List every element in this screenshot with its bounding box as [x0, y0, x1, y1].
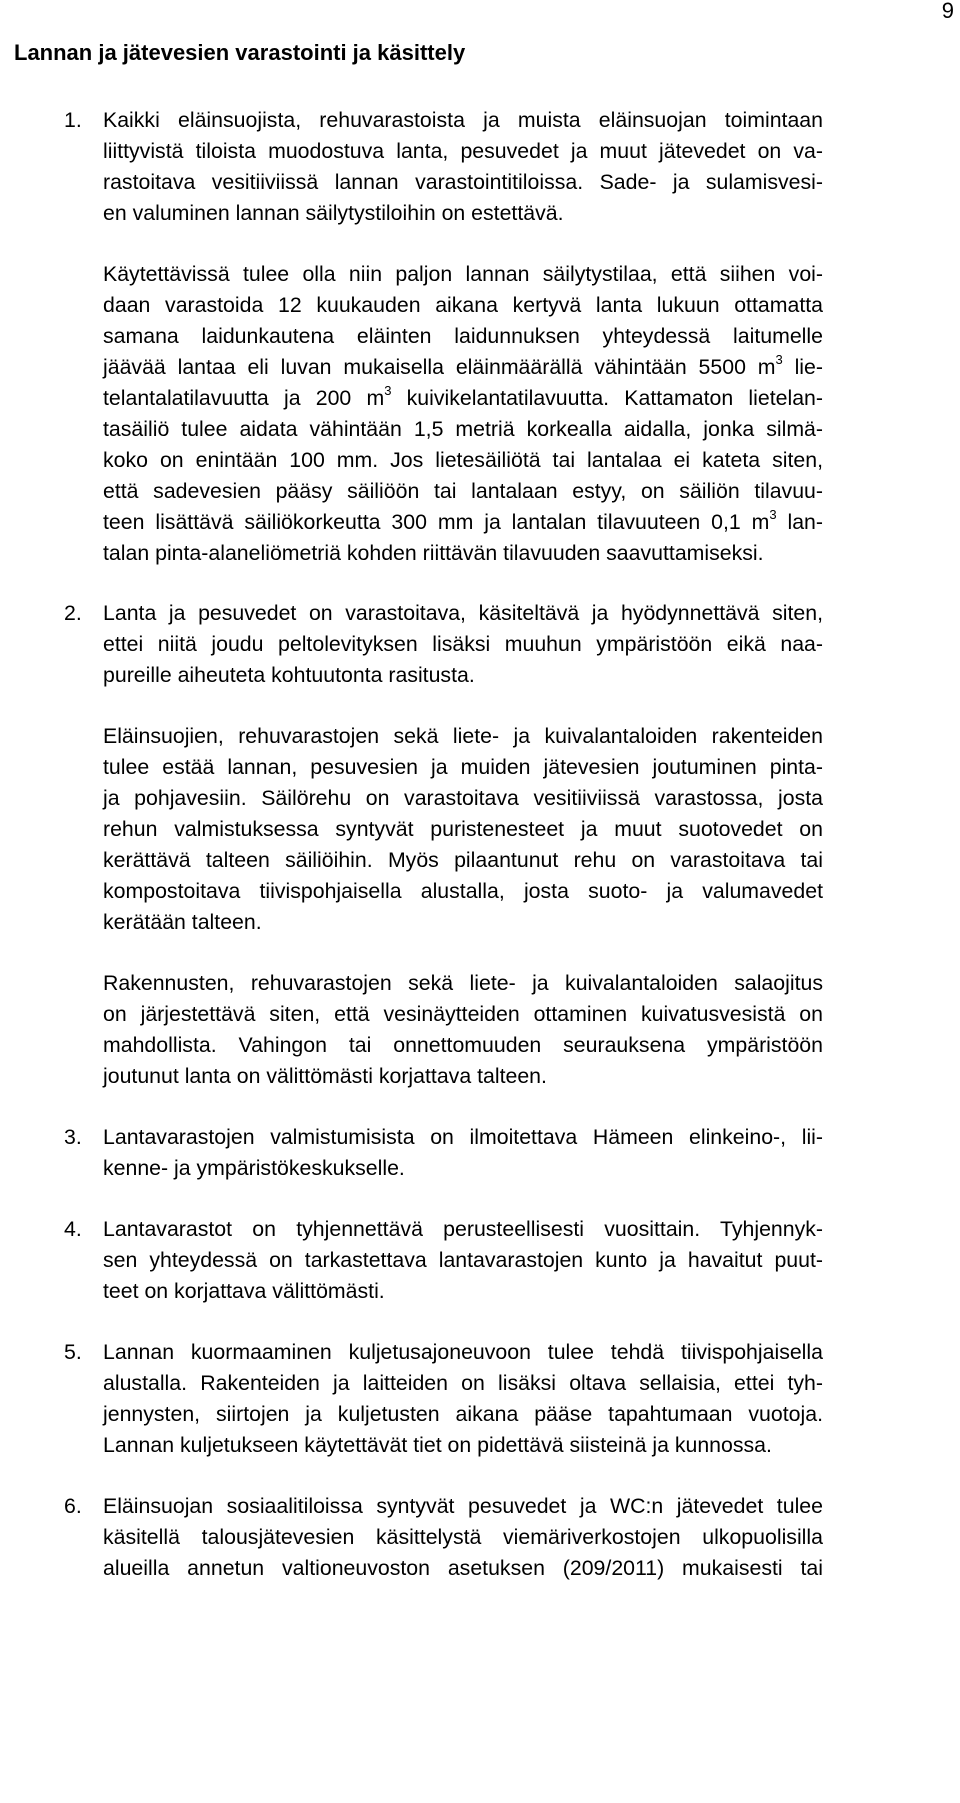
text-line: talan pinta-alaneliömetriä kohden riittävän tilavuuden saavuttamiseksi. [103, 541, 764, 565]
text-line: Lantavarastot on tyhjennettävä perusteellisesti vuosittain. Tyhjennyk- [103, 1217, 823, 1241]
list-number-1: 1. [64, 108, 82, 132]
text-line: en valuminen lannan säilytystiloihin on estettävä. [103, 201, 564, 225]
text-line: kompostoitava tiivispohjaisella alustalla, josta suoto- ja valumavedet [103, 879, 823, 903]
text-segment: telantalatilavuutta ja 200 m [103, 386, 385, 410]
text-line: ja pohjavesiin. Säilörehu on varastoitava vesitiiviissä varastossa, josta [103, 786, 823, 810]
list-number-3: 3. [64, 1125, 82, 1149]
text-segment: kuivikelantatilavuutta. Kattamaton lietelan- [391, 386, 823, 410]
text-line: ettei niitä joudu peltolevityksen lisäksi muuhun ympäristöön eikä naa- [103, 632, 823, 656]
text-line: samana laidunkautena eläinten laidunnuksen yhteydessä laitumelle [103, 324, 823, 348]
text-line: Lanta ja pesuvedet on varastoitava, käsiteltävä ja hyödynnettävä siten, [103, 601, 823, 625]
list-number-2: 2. [64, 601, 82, 625]
text-line: kerättävä talteen säiliöihin. Myös pilaantunut rehu on varastoitava tai [103, 848, 823, 872]
text-line [103, 381, 823, 415]
superscript: 3 [769, 506, 777, 522]
text-line: Eläinsuojien, rehuvarastojen sekä liete- ja kuivalantaloiden rakenteiden [103, 724, 823, 748]
text-segment: teen lisättävä säiliökorkeutta 300 mm ja lantalan tilavuuteen 0,1 m [103, 510, 770, 534]
superscript: 3 [384, 382, 392, 398]
text-line: tasäiliö tulee aidata vähintään 1,5 metriä korkealla aidalla, jonka silmä- [103, 417, 823, 441]
text-line: alustalla. Rakenteiden ja laitteiden on lisäksi oltava sellaisia, ettei tyh- [103, 1371, 823, 1395]
text-line: kerätään talteen. [103, 910, 262, 934]
text-line: joutunut lanta on välittömästi korjattava talteen. [103, 1064, 547, 1088]
text-line: liittyvistä tiloista muodostuva lanta, pesuvedet ja muut jätevedet on va- [103, 139, 823, 163]
text-line: rehun valmistuksessa syntyvät puristenesteet ja muut suotovedet on [103, 817, 823, 841]
text-line: Käytettävissä tulee olla niin paljon lannan säilytystilaa, että siihen voi- [103, 262, 823, 286]
text-line: on järjestettävä siten, että vesinäytteiden ottaminen kuivatusvesistä on [103, 1002, 823, 1026]
text-line: sen yhteydessä on tarkastettava lantavarastojen kunto ja havaitut puut- [103, 1248, 823, 1272]
text-line: että sadevesien pääsy säiliöön tai lantalaan estyy, on säiliön tilavuu- [103, 479, 823, 503]
text-line: daan varastoida 12 kuukauden aikana kertyvä lanta lukuun ottamatta [103, 293, 823, 317]
text-line: Lannan kuormaaminen kuljetusajoneuvoon tulee tehdä tiivispohjaisella [103, 1340, 823, 1364]
text-line [103, 505, 823, 539]
page-number: 9 [941, 0, 954, 23]
text-line: teet on korjattava välittömästi. [103, 1279, 385, 1303]
text-line: Lantavarastojen valmistumisista on ilmoitettava Hämeen elinkeino-, lii- [103, 1125, 823, 1149]
text-line: pureille aiheuteta kohtuutonta rasitusta. [103, 663, 475, 687]
text-line: tulee estää lannan, pesuvesien ja muiden jätevesien joutuminen pinta- [103, 755, 823, 779]
text-segment: lie- [782, 355, 823, 379]
section-heading: Lannan ja jätevesien varastointi ja käsittely [14, 40, 466, 65]
text-line: kenne- ja ympäristökeskukselle. [103, 1156, 405, 1180]
text-line: Eläinsuojan sosiaalitiloissa syntyvät pesuvedet ja WC:n jätevedet tulee [103, 1494, 823, 1518]
text-line: käsitellä talousjätevesien käsittelystä viemäriverkostojen ulkopuolisilla [103, 1525, 823, 1549]
text-segment: lan- [776, 510, 823, 534]
text-line: rastoitava vesitiiviissä lannan varastointitiloissa. Sade- ja sulamisvesi- [103, 170, 823, 194]
text-segment: jäävää lantaa eli luvan mukaisella eläinmäärällä vähintään 5500 m [103, 355, 776, 379]
text-line: koko on enintään 100 mm. Jos lietesäiliötä tai lantalaa ei kateta siten, [103, 448, 823, 472]
superscript: 3 [775, 351, 783, 367]
text-line: Kaikki eläinsuojista, rehuvarastoista ja muista eläinsuojan toimintaan [103, 108, 823, 132]
text-line: mahdollista. Vahingon tai onnettomuuden seurauksena ympäristöön [103, 1033, 823, 1057]
text-line: Lannan kuljetukseen käytettävät tiet on pidettävä siisteinä ja kunnossa. [103, 1433, 772, 1457]
text-line: jennysten, siirtojen ja kuljetusten aikana pääse tapahtumaan vuotoja. [103, 1402, 823, 1426]
text-line: alueilla annetun valtioneuvoston asetuksen (209/2011) mukaisesti tai [103, 1556, 823, 1580]
list-number-4: 4. [64, 1217, 82, 1241]
list-number-5: 5. [64, 1340, 82, 1364]
text-line [103, 350, 823, 384]
list-number-6: 6. [64, 1494, 82, 1518]
text-line: Rakennusten, rehuvarastojen sekä liete- ja kuivalantaloiden salaojitus [103, 971, 823, 995]
